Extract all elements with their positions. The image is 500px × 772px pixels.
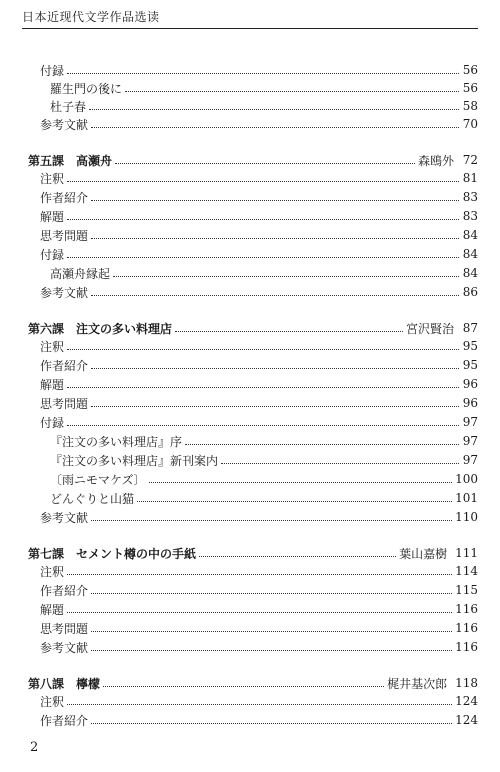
dot-leader (221, 462, 459, 464)
toc-label: 羅生門の後に (50, 81, 123, 96)
toc-label: 杜子春 (50, 99, 87, 114)
toc-page-number: 124 (455, 713, 478, 727)
toc-label: 思考問題 (40, 396, 89, 411)
dot-leader (67, 72, 459, 74)
dot-leader (113, 275, 459, 277)
dot-leader (67, 180, 459, 182)
toc-label: 第七課 セメント樽の中の手紙 (28, 546, 197, 561)
toc-chapter-row (28, 318, 478, 338)
toc-page-number: 97 (462, 415, 478, 429)
toc-entry-row (40, 412, 478, 432)
toc-page-number: 116 (455, 621, 478, 635)
toc-label: 注釈 (40, 564, 65, 579)
dot-leader (115, 162, 415, 164)
toc-page-number: 115 (455, 583, 478, 597)
toc-label: 注釈 (40, 339, 65, 354)
toc-label: 高瀬舟縁起 (50, 266, 111, 281)
toc-page-number: 81 (462, 171, 478, 185)
dot-leader (91, 405, 459, 407)
toc-label: 解題 (40, 209, 65, 224)
toc-page-number: 100 (455, 472, 478, 486)
toc-page-number: 95 (462, 358, 478, 372)
toc-chapter-row (28, 543, 478, 563)
toc-page-number: 84 (462, 266, 478, 280)
toc-entry-row (50, 469, 478, 489)
toc-page-number: 56 (462, 81, 478, 95)
toc-entry-row (40, 168, 478, 188)
toc-label: 思考問題 (40, 621, 89, 636)
dot-leader (67, 424, 459, 426)
toc-entry-row (50, 431, 478, 451)
dot-leader (91, 294, 459, 296)
dot-leader (67, 386, 459, 388)
toc-page-number: 111 (455, 546, 478, 560)
toc-label: 作者紹介 (40, 583, 89, 598)
toc-label: 参考文献 (40, 640, 89, 655)
dot-leader (67, 703, 452, 705)
dot-leader (91, 126, 459, 128)
toc-author: 梶井基次郎 (387, 676, 448, 691)
toc-label: 作者紹介 (40, 713, 89, 728)
dot-leader (103, 685, 384, 687)
dot-leader (91, 519, 452, 521)
toc-entry-row (40, 561, 478, 581)
toc-page-number: 110 (455, 510, 478, 524)
dot-leader (185, 443, 459, 445)
toc-label: 付録 (40, 415, 65, 430)
toc-entry-row (50, 78, 478, 98)
dot-leader (91, 592, 452, 594)
toc-chapter-row (28, 150, 478, 170)
toc-label: 付録 (40, 247, 65, 262)
toc-author: 宮沢賢治 (405, 321, 454, 336)
toc-page-number: 84 (462, 247, 478, 261)
toc-label: 参考文献 (40, 510, 89, 525)
toc-label: 注釈 (40, 171, 65, 186)
toc-label: 参考文献 (40, 117, 89, 132)
dot-leader (175, 330, 403, 332)
toc-label: 解題 (40, 377, 65, 392)
toc-entry-row (50, 450, 478, 470)
toc-page-number: 118 (455, 676, 478, 690)
toc-entry-row (40, 225, 478, 245)
toc-entry-row (40, 336, 478, 356)
page-number: 2 (30, 740, 39, 755)
toc-page-number: 116 (455, 640, 478, 654)
toc-page-number: 72 (462, 153, 478, 167)
dot-leader (91, 367, 459, 369)
toc-page-number: 114 (455, 564, 478, 578)
toc-entry-row (50, 488, 478, 508)
toc-label: 『注文の多い料理店』序 (50, 434, 183, 449)
toc-page-number: 87 (462, 321, 478, 335)
toc-author: 森鴎外 (417, 153, 454, 168)
dot-leader (67, 218, 459, 220)
toc-page-number: 58 (462, 99, 478, 113)
toc-entry-row (40, 507, 478, 527)
dot-leader (91, 722, 452, 724)
toc-page-number: 96 (462, 396, 478, 410)
toc-label: 解題 (40, 602, 65, 617)
toc-entry-row (40, 187, 478, 207)
toc-entry-row (50, 96, 478, 116)
dot-leader (91, 237, 459, 239)
toc-page-number: 84 (462, 228, 478, 242)
toc-page-number: 83 (462, 209, 478, 223)
toc-page-number: 97 (462, 453, 478, 467)
toc-entry-row (40, 580, 478, 600)
toc-entry-row (50, 263, 478, 283)
dot-leader (137, 500, 452, 502)
toc-entry-row (40, 599, 478, 619)
dot-leader (89, 108, 459, 110)
toc-label: 付録 (40, 63, 65, 78)
toc-label: 注釈 (40, 694, 65, 709)
running-header: 日本近现代文学作品选读 (22, 10, 160, 24)
dot-leader (67, 348, 459, 350)
toc-entry-row (40, 114, 478, 134)
toc-label: 『注文の多い料理店』新刊案内 (50, 453, 219, 468)
toc-entry-row (40, 60, 478, 80)
toc-entry-row (40, 618, 478, 638)
toc-label: 思考問題 (40, 228, 89, 243)
dot-leader (125, 90, 459, 92)
toc-page-number: 101 (455, 491, 478, 505)
toc-page-number: 83 (462, 190, 478, 204)
toc-author: 葉山嘉樹 (399, 546, 448, 561)
toc-entry-row (40, 244, 478, 264)
dot-leader (91, 630, 452, 632)
toc-page-number: 56 (462, 63, 478, 77)
dot-leader (149, 481, 453, 483)
toc-label: 第八課 檸檬 (28, 676, 101, 691)
dot-leader (91, 199, 459, 201)
dot-leader (67, 611, 452, 613)
toc-label: 作者紹介 (40, 358, 89, 373)
toc-page-number: 95 (462, 339, 478, 353)
toc-entry-row (40, 691, 478, 711)
dot-leader (91, 649, 452, 651)
toc-page-number: 70 (462, 117, 478, 131)
toc-page-number: 97 (462, 434, 478, 448)
dot-leader (67, 573, 452, 575)
toc-page-number: 86 (462, 285, 478, 299)
toc-chapter-row (28, 673, 478, 693)
toc-entry-row (40, 206, 478, 226)
dot-leader (67, 256, 459, 258)
toc-entry-row (40, 374, 478, 394)
toc-entry-row (40, 282, 478, 302)
toc-label: どんぐりと山猫 (50, 491, 135, 506)
toc-page-number: 124 (455, 694, 478, 708)
toc-page-number: 96 (462, 377, 478, 391)
toc-page-number: 116 (455, 602, 478, 616)
toc-entry-row (40, 355, 478, 375)
toc-entry-row (40, 393, 478, 413)
toc-entry-row (40, 710, 478, 730)
toc-label: 第六課 注文の多い料理店 (28, 321, 173, 336)
toc-label: 参考文献 (40, 285, 89, 300)
toc-label: 〔雨ニモマケズ〕 (50, 472, 146, 487)
toc-label: 作者紹介 (40, 190, 89, 205)
toc-entry-row (40, 637, 478, 657)
dot-leader (199, 555, 396, 557)
toc-label: 第五課 高瀬舟 (28, 153, 113, 168)
